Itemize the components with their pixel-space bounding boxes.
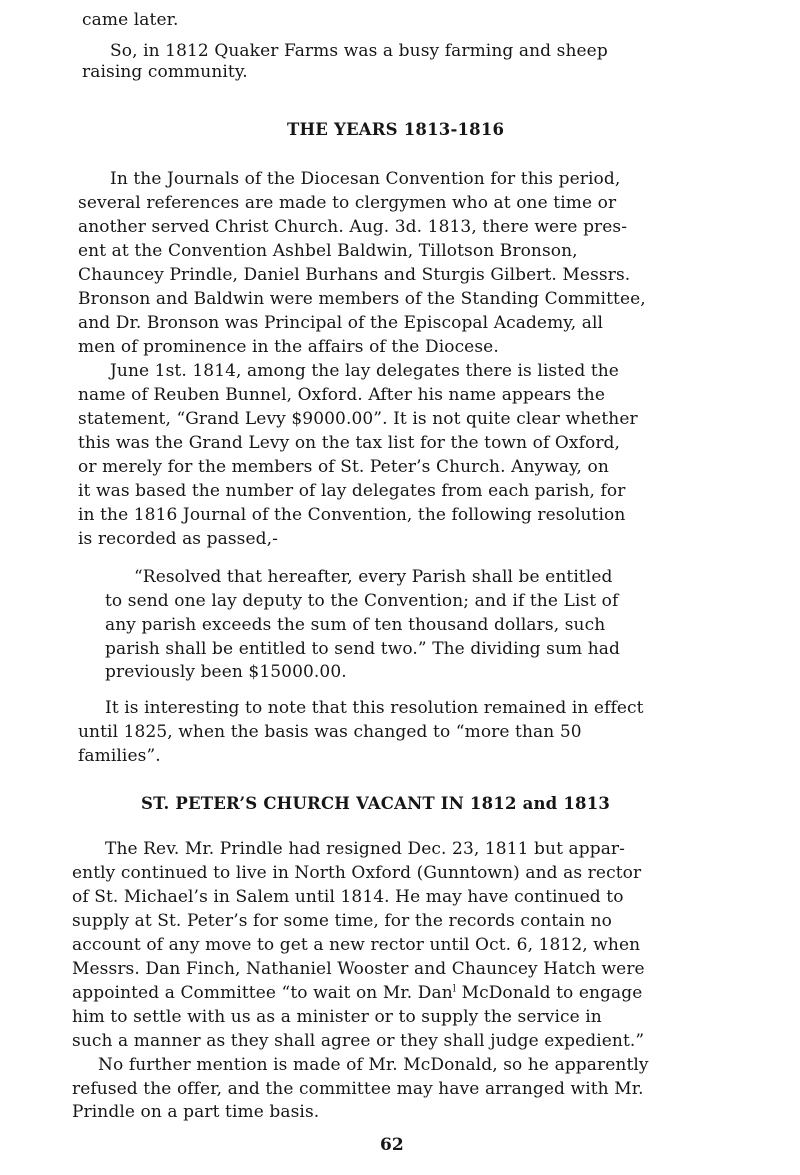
text-line: statement, “Grand Levy $9000.00”. It is not quite clear whether bbox=[78, 409, 638, 429]
text-line: The Rev. Mr. Prindle had resigned Dec. 23, 1811 but appar- bbox=[105, 839, 626, 859]
quote-line: “Resolved that hereafter, every Parish shall be entitled bbox=[134, 567, 613, 587]
text-line: him to settle with us as a minister or to supply the service in bbox=[72, 1007, 602, 1027]
text-line: Bronson and Baldwin were members of the Standing Committee, bbox=[78, 289, 646, 309]
text-fragment: McDonald to engage bbox=[456, 983, 643, 1003]
text-line: such a manner as they shall agree or they shall judge expedient.” bbox=[72, 1031, 645, 1051]
text-line: supply at St. Peter’s for some time, for the records contain no bbox=[72, 911, 613, 931]
text-line: or merely for the members of St. Peter’s Church. Anyway, on bbox=[78, 457, 609, 477]
text-line: June 1st. 1814, among the lay delegates there is listed the bbox=[110, 361, 619, 381]
text-line: this was the Grand Levy on the tax list for the town of Oxford, bbox=[78, 433, 621, 453]
text-line: account of any move to get a new rector until Oct. 6, 1812, when bbox=[72, 935, 641, 955]
text-line: ently continued to live in North Oxford (Gunntown) and as rector bbox=[72, 863, 642, 883]
text-line: came later. bbox=[82, 10, 179, 30]
text-line: of St. Michael’s in Salem until 1814. He may have continued to bbox=[72, 887, 624, 907]
text-line: and Dr. Bronson was Principal of the Episcopal Academy, all bbox=[78, 313, 604, 333]
text-line: In the Journals of the Diocesan Convention for this period, bbox=[110, 169, 621, 189]
text-line: it was based the number of lay delegates from each parish, for bbox=[78, 481, 626, 501]
section-heading: ST. PETER’S CHURCH VACANT IN 1812 and 1813 bbox=[141, 794, 611, 813]
quote-line: any parish exceeds the sum of ten thousand dollars, such bbox=[105, 615, 606, 635]
text-line: until 1825, when the basis was changed to “more than 50 bbox=[78, 722, 582, 742]
text-line: refused the offer, and the committee may have arranged with Mr. bbox=[72, 1079, 644, 1099]
text-line: It is interesting to note that this resolution remained in effect bbox=[105, 698, 644, 718]
text-line: name of Reuben Bunnel, Oxford. After his name appears the bbox=[78, 385, 605, 405]
superscript: l bbox=[452, 983, 457, 995]
text-line: No further mention is made of Mr. McDonald, so he apparently bbox=[98, 1055, 649, 1075]
text-line: raising community. bbox=[82, 62, 248, 82]
text-line: Messrs. Dan Finch, Nathaniel Wooster and Chauncey Hatch were bbox=[72, 959, 645, 979]
text-line: several references are made to clergymen who at one time or bbox=[78, 193, 617, 213]
text-line: another served Christ Church. Aug. 3d. 1813, there were pres- bbox=[78, 217, 628, 237]
text-line: ent at the Convention Ashbel Baldwin, Tillotson Bronson, bbox=[78, 241, 578, 261]
text-line: families”. bbox=[78, 746, 161, 766]
text-line bbox=[72, 982, 642, 1004]
text-line: men of prominence in the affairs of the Diocese. bbox=[78, 337, 499, 357]
text-line: in the 1816 Journal of the Convention, the following resolution bbox=[78, 505, 626, 525]
quote-line: previously been $15000.00. bbox=[105, 662, 347, 682]
page-number: 62 bbox=[380, 1135, 404, 1155]
text-line: Chauncey Prindle, Daniel Burhans and Sturgis Gilbert. Messrs. bbox=[78, 265, 631, 285]
text-line: is recorded as passed,- bbox=[78, 529, 278, 549]
section-heading: THE YEARS 1813-1816 bbox=[287, 120, 505, 139]
text-line: So, in 1812 Quaker Farms was a busy farming and sheep bbox=[110, 41, 608, 61]
quote-line: parish shall be entitled to send two.” The dividing sum had bbox=[105, 639, 621, 659]
text-line: Prindle on a part time basis. bbox=[72, 1102, 320, 1122]
quote-line: to send one lay deputy to the Convention; and if the List of bbox=[105, 591, 619, 611]
text-fragment: appointed a Committee “to wait on Mr. Dan bbox=[72, 983, 453, 1003]
